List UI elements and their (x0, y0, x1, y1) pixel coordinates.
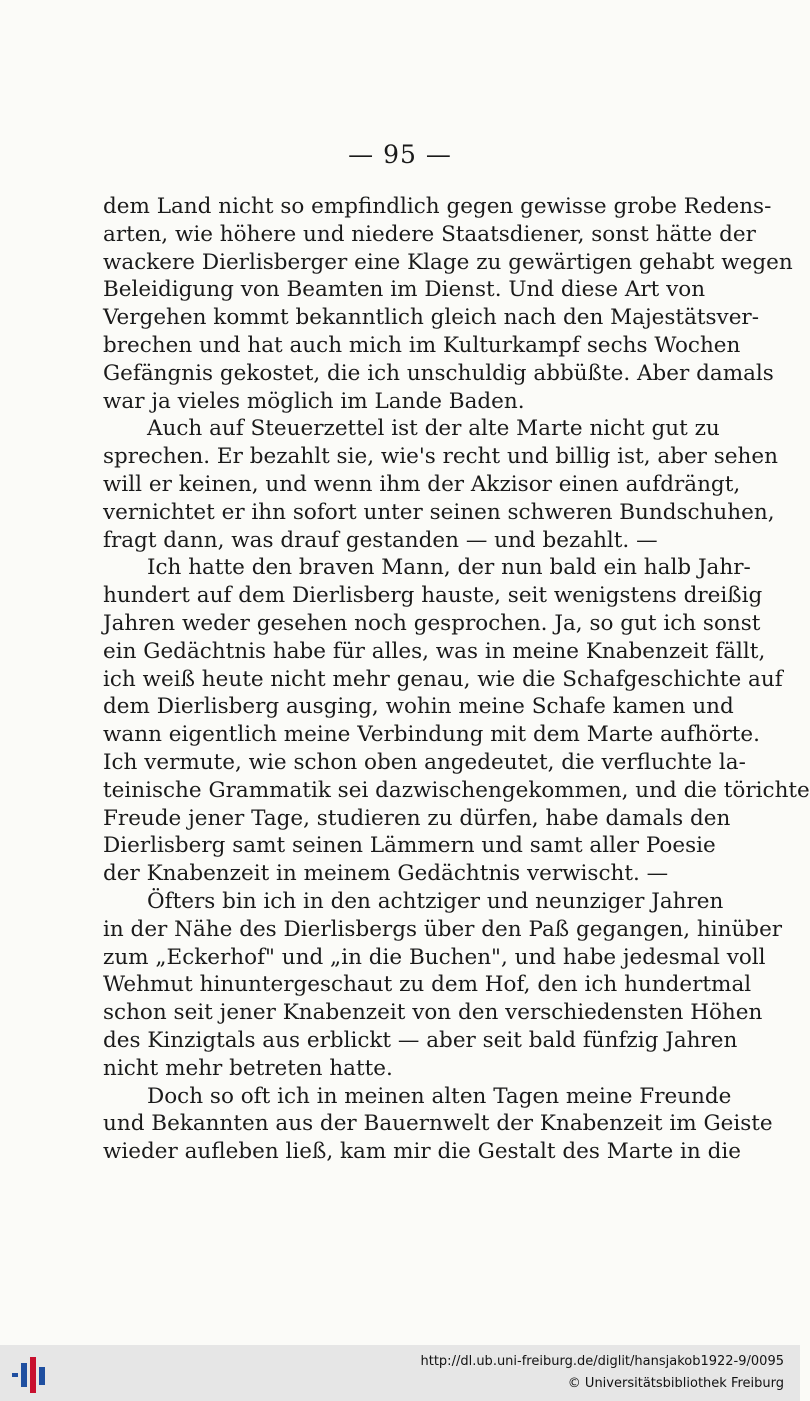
text-line: vernichtet er ihn sofort unter seinen schweren Bundschuhen, (103, 499, 775, 525)
text-line: Ich hatte den braven Mann, der nun bald ein halb Jahr- (147, 555, 751, 581)
text-line: wieder aufleben ließ, kam mir die Gestalt des Marte in die (103, 1139, 741, 1165)
text-line: Wehmut hinuntergeschaut zu dem Hof, den ich hundertmal (103, 972, 752, 998)
text-line: wackere Dierlisberger eine Klage zu gewärtigen gehabt wegen (103, 249, 793, 275)
text-line: Vergehen kommt bekanntlich gleich nach den Majestätsver- (103, 305, 759, 331)
text-line: zum „Eckerhof" und „in die Buchen", und habe jedesmal voll (103, 944, 766, 970)
text-line: Gefängnis gekostet, die ich unschuldig abbüßte. Aber damals (103, 360, 774, 386)
ub-freiburg-logo-icon (10, 1357, 50, 1393)
text-line: schon seit jener Knabenzeit von den verschiedensten Höhen (103, 1000, 763, 1026)
body-text (103, 193, 810, 1166)
text-line: der Knabenzeit in meinem Gedächtnis verwischt. — (103, 861, 669, 887)
text-line: ich weiß heute nicht mehr genau, wie die Schafgeschichte auf (103, 666, 783, 692)
footer-bar (0, 1345, 800, 1401)
text-line: Freude jener Tage, studieren zu dürfen, habe damals den (103, 805, 731, 831)
text-line: in der Nähe des Dierlisbergs über den Paß gegangen, hinüber (103, 916, 783, 942)
text-line: war ja vieles möglich im Lande Baden. (103, 388, 525, 414)
text-line: nicht mehr betreten hatte. (103, 1055, 393, 1081)
text-line: fragt dann, was drauf gestanden — und bezahlt. — (103, 527, 658, 553)
text-line: Doch so oft ich in meinen alten Tagen meine Freunde (147, 1083, 732, 1109)
text-line: dem Land nicht so empfindlich gegen gewisse grobe Redens- (103, 194, 772, 219)
text-line: sprechen. Er bezahlt sie, wie's recht und billig ist, aber sehen (103, 444, 778, 470)
text-line: Beleidigung von Beamten im Dienst. Und diese Art von (103, 277, 706, 303)
text-line: brechen und hat auch mich im Kulturkampf sechs Wochen (103, 332, 741, 358)
copyright-text: © Universitätsbibliothek Freiburg (567, 1376, 784, 1391)
text-line: Jahren weder gesehen noch gesprochen. Ja, so gut ich sonst (103, 610, 761, 636)
text-line: arten, wie höhere und niedere Staatsdiener, sonst hätte der (103, 221, 756, 247)
text-line: ein Gedächtnis habe für alles, was in meine Knabenzeit fällt, (103, 638, 766, 664)
text-line: des Kinzigtals aus erblickt — aber seit bald fünfzig Jahren (103, 1027, 738, 1053)
text-line: will er keinen, und wenn ihm der Akzisor einen aufdrängt, (103, 471, 741, 497)
text-line: und Bekannten aus der Bauernwelt der Knabenzeit im Geiste (103, 1111, 773, 1137)
text-line: Auch auf Steuerzettel ist der alte Marte nicht gut zu (147, 416, 720, 442)
text-line: Öfters bin ich in den achtziger und neunziger Jahren (147, 888, 724, 914)
page-number: — 95 — (348, 140, 452, 169)
text-line: Ich vermute, wie schon oben angedeutet, die verfluchte la- (103, 749, 746, 775)
text-line: dem Dierlisberg ausging, wohin meine Schafe kamen und (103, 694, 734, 720)
text-line: hundert auf dem Dierlisberg hauste, seit wenigstens dreißig (103, 583, 763, 609)
text-line: teinische Grammatik sei dazwischengekommen, und die törichte (103, 777, 810, 803)
text-line: Dierlisberg samt seinen Lämmern und samt aller Poesie (103, 833, 716, 859)
source-url-link[interactable]: http://dl.ub.uni-freiburg.de/diglit/hansjakob1922-9/0095 (420, 1354, 784, 1369)
text-line: wann eigentlich meine Verbindung mit dem Marte aufhörte. (103, 722, 760, 748)
